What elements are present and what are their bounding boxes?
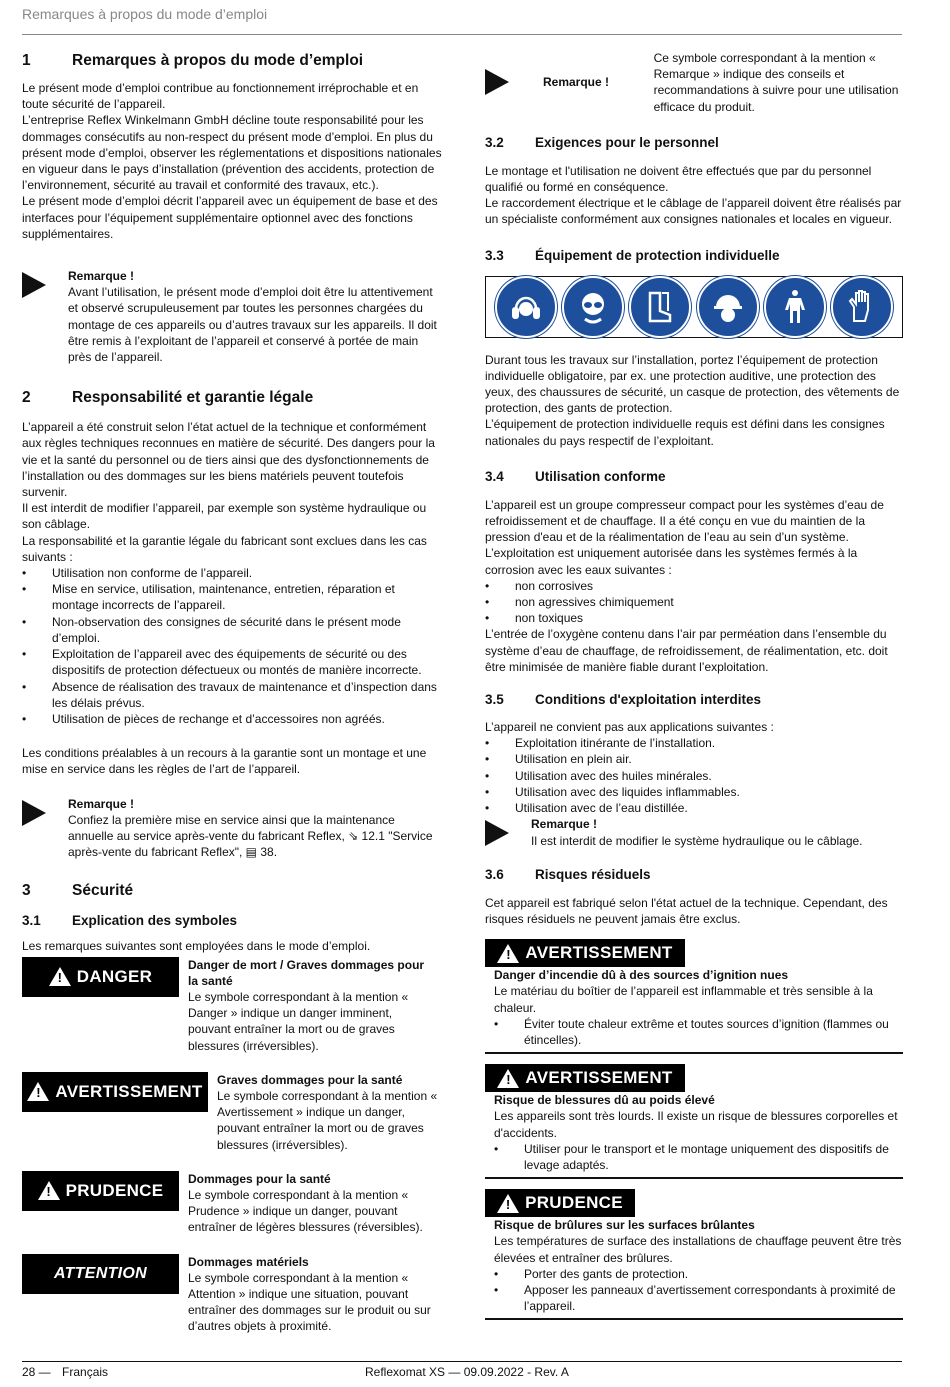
caution-badge: ! PRUDENCE	[22, 1171, 179, 1211]
protective-gloves-icon	[831, 276, 893, 338]
section-number: 3.1	[22, 912, 41, 928]
remark-title: Remarque !	[68, 269, 135, 284]
section-3-heading	[22, 880, 442, 902]
symbol-text: Le symbole correspondant à la mention « Danger » indique un danger imminent, pouvant entraîner la mort ou de graves blessures (irréversibles).	[188, 989, 409, 1053]
section-number: 1	[22, 52, 31, 69]
footer-page	[22, 1365, 108, 1379]
symbol-title: Graves dommages pour la santé	[217, 1072, 403, 1087]
warning-box-weight	[485, 1064, 903, 1179]
warning-badge: ! AVERTISSEMENT	[485, 939, 685, 967]
symbol-warning	[22, 1072, 442, 1153]
remark-text: Il est interdit de modifier le système hydraulique ou le câblage.	[531, 833, 863, 848]
list-item: • Mise en service, utilisation, maintenance, entretien, réparation et montage incorrects de l’appareil.	[22, 582, 395, 613]
remark-note	[22, 796, 442, 861]
footer-language: Français	[62, 1365, 109, 1379]
section-3-5-heading	[485, 689, 903, 709]
paragraph: Il est interdit de modifier l’appareil, par exemple son système hydraulique ou son câblage.	[22, 501, 427, 532]
paragraph: Durant tous les travaux sur l’installation, portez l’équipement de protection individuelle obligatoire, par ex. une protection auditive, une protection des yeux, des chaussures de sécurité, un casque de protection, des vêtements de protection, des gants de protection.	[485, 352, 900, 416]
symbol-danger	[22, 957, 442, 1054]
running-header: Remarques à propos du mode d’emploi	[22, 6, 268, 22]
paragraph: Le présent mode d’emploi contribue au fonctionnement irréprochable et en toute sécurité de l’appareil.	[22, 81, 419, 112]
section-3-3-heading	[485, 246, 903, 266]
paragraph: Les remarques suivantes sont employées dans le mode d’emploi.	[22, 939, 371, 954]
warning-triangle-icon: !	[38, 1181, 60, 1200]
warning-badge: ! AVERTISSEMENT	[22, 1072, 208, 1112]
paragraph: Cet appareil est fabriqué selon l'état actuel de la technique. Cependant, des risques résiduels ne peuvent jamais être exclus.	[485, 895, 888, 926]
list-item: • Utilisation de pièces de rechange et d’accessoires non agréés.	[22, 711, 385, 726]
list-item: • Porter des gants de protection.	[494, 1266, 689, 1281]
section-number: 2	[22, 389, 31, 407]
paragraph: Le montage et l'utilisation ne doivent être effectués que par du personnel qualifié ou formé en conséquence.	[485, 163, 872, 195]
paragraph: La responsabilité et la garantie légale du fabricant sont exclues dans les cas suivants :	[22, 533, 427, 564]
list-item: • Utiliser pour le transport et le montage uniquement des dispositifs de levage adaptés.	[494, 1141, 889, 1172]
section-3-4-heading	[485, 467, 903, 487]
footer-doc: Reflexomat XS — 09.09.2022 - Rev. A	[365, 1365, 569, 1379]
list-item: • Non-observation des consignes de sécurité dans le présent mode d’emploi.	[22, 614, 401, 645]
section-3-2-heading	[485, 133, 903, 153]
section-number: 3.5	[485, 691, 504, 707]
paragraph: L’appareil ne convient pas aux applications suivantes :	[485, 720, 774, 735]
remark-arrow-icon	[485, 820, 509, 846]
warning-badge: ! AVERTISSEMENT	[485, 1064, 685, 1092]
symbol-text: Le symbole correspondant à la mention « Avertissement » indique un danger, pouvant entraîner la mort ou de graves blessures (irréversibles).	[217, 1088, 438, 1152]
warning-triangle-icon: !	[497, 1069, 519, 1088]
caution-badge: ! PRUDENCE	[485, 1189, 635, 1217]
list-item: • Absence de réalisation des travaux de maintenance et d’inspection dans les délais prévus.	[22, 679, 437, 710]
symbol-remark	[485, 50, 903, 115]
warning-triangle-icon: !	[497, 944, 519, 963]
warning-text: Les températures de surface des installations de chauffage peuvent être très élevées et entraîner des brûlures.	[494, 1234, 902, 1265]
prohibited-conditions-list	[485, 735, 903, 816]
section-3-1-heading	[22, 910, 442, 930]
section-3-6-heading	[485, 865, 903, 885]
left-column	[22, 50, 442, 1335]
caution-box-burns	[485, 1189, 903, 1320]
warning-triangle-icon: !	[27, 1082, 49, 1101]
paragraph: L’entreprise Reflex Winkelmann GmbH décline toute responsabilité pour les dommages consécutifs au non-respect du présent mode d’emploi. En plus du présent mode d’emploi, observer les réglementations et dispositions nationales en vigueur dans le pays d’installation (prévention des accidents, protection de l’environnement, sécurité au travail et conformité des travaux, etc.).	[22, 113, 442, 193]
paragraph: Le présent mode d’emploi décrit l’appareil avec un équipement de base et des interfaces pour l’équipement supplémentaire optionnel avec des fonctions supplémentaires.	[22, 194, 438, 241]
ear-protection-icon	[495, 276, 557, 338]
paragraph: Le raccordement électrique et le câblage de l’appareil doivent être réalisés par un spécialiste conformément aux consignes nationales et locales en vigueur.	[485, 196, 902, 227]
warning-actions	[494, 1141, 903, 1173]
warning-text: Les appareils sont très lourds. Il existe un risque de blessures corporelles et d'accidents.	[494, 1109, 898, 1140]
remark-note	[22, 268, 442, 365]
list-item: • Utilisation en plein air.	[485, 752, 632, 767]
list-item: • Exploitation itinérante de l’installation.	[485, 736, 716, 751]
section-number: 3.2	[485, 135, 504, 151]
ppe-icon-strip	[485, 276, 903, 338]
section-title: Responsabilité et garantie légale	[72, 389, 314, 407]
remark-text: Confiez la première mise en service ainsi que la maintenance annuelle au service après-vente du fabricant Reflex, ⇘ 12.1 "Service après-vente du fabricant Reflex", ▤ 38.	[68, 812, 433, 860]
symbol-attention	[22, 1254, 442, 1335]
section-title: Explication des symboles	[72, 912, 238, 928]
section-title: Équipement de protection individuelle	[535, 248, 780, 264]
exclusion-list	[22, 565, 442, 727]
section-title: Risques résiduels	[535, 867, 651, 883]
remark-label: Remarque !	[543, 75, 610, 90]
warning-triangle-icon: !	[49, 967, 71, 986]
section-title: Sécurité	[72, 882, 134, 900]
section-title: Conditions d'exploitation interdites	[535, 691, 761, 707]
warning-title: Risque de brûlures sur les surfaces brûlantes	[494, 1218, 755, 1233]
list-item: • Exploitation de l’appareil avec des équipements de sécurité ou des dispositifs de protection défectueux ou montés de manière incorrecte.	[22, 647, 422, 678]
section-2-heading	[22, 387, 442, 409]
eye-protection-icon	[562, 276, 624, 338]
symbol-text: Ce symbole correspondant à la mention « Remarque » indique des conseils et recommandations à suivre pour une utilisation efficace du produit.	[653, 51, 899, 114]
list-item: • non toxiques	[485, 611, 584, 626]
warning-title: Risque de blessures dû au poids élevé	[494, 1093, 715, 1108]
list-item: • Éviter toute chaleur extrême et toutes sources d’ignition (flammes ou étincelles).	[494, 1016, 889, 1047]
symbol-title: Dommages matériels	[188, 1254, 309, 1269]
symbol-title: Dommages pour la santé	[188, 1171, 331, 1186]
symbol-title: Danger de mort / Graves dommages pour la santé	[188, 957, 425, 988]
warning-box-fire	[485, 939, 903, 1054]
warning-actions	[494, 1016, 903, 1048]
paragraph: Les conditions préalables à un recours à la garantie sont un montage et une mise en service dans les règles de l’art de l’appareil.	[22, 746, 427, 777]
remark-note	[485, 816, 903, 848]
remark-text: Avant l’utilisation, le présent mode d’emploi doit être lu attentivement et observé scrupuleusement par toutes les personnes chargées du montage de ces appareils ou d’autres travaux sur les appareils. Il doit être remis à l’exploitant de l’appareil et conservé à portée de main près de l’appareil.	[68, 285, 437, 365]
list-item: • non agressives chimiquement	[485, 595, 674, 610]
warning-triangle-icon: !	[497, 1194, 519, 1213]
page-number: 28 —	[22, 1365, 51, 1379]
section-title: Exigences pour le personnel	[535, 135, 719, 151]
header-rule	[22, 34, 902, 35]
safety-boots-icon	[629, 276, 691, 338]
symbol-text: Le symbole correspondant à la mention « Attention » indique une situation, pouvant entraîner des dommages sur le produit ou sur d’autres objets à proximité.	[188, 1270, 431, 1334]
remark-arrow-icon	[22, 272, 46, 298]
paragraph: L’entrée de l’oxygène contenu dans l’air par perméation dans l’ensemble du système d’eau de chauffage, de refroidissement, de réalimentation, etc. doit être minimisée de manière fiable durant l’exploitation.	[485, 627, 888, 674]
warning-text: Le matériau du boîtier de l’appareil est inflammable et très sensible à la chaleur.	[494, 984, 873, 1015]
paragraph: L’appareil a été construit selon l’état actuel de la technique et conformément aux règles techniques reconnues en matière de sécurité. Des dangers pour la vie et la santé du personnel ou de tiers ainsi que des dysfonctionnements de l’installation ou des dommages sur les biens matériels peuvent toutefois survenir.	[22, 420, 435, 500]
water-types-list	[485, 578, 903, 627]
remark-arrow-icon	[22, 800, 46, 826]
section-number: 3	[22, 882, 31, 900]
symbol-caution	[22, 1171, 442, 1236]
section-title: Remarques à propos du mode d’emploi	[72, 52, 364, 69]
right-column	[485, 50, 903, 1320]
section-title: Utilisation conforme	[535, 469, 666, 485]
symbol-text: Le symbole correspondant à la mention « Prudence » indique un danger, pouvant entraîner de légères blessures (réversibles).	[188, 1187, 423, 1235]
safety-helmet-icon	[697, 276, 759, 338]
list-item: • Utilisation non conforme de l’appareil.	[22, 566, 253, 581]
remark-title: Remarque !	[531, 817, 598, 832]
paragraph: L’appareil est un groupe compresseur compact pour les systèmes d’eau de refroidissement et de chauffage. Il a été conçu en vue du maintien de la pression d'eau et de la réalimentation de l’eau au sein d’un système. L’exploitation est uniquement autorisée dans les systèmes fermés à la corrosion avec les eaux suivantes :	[485, 497, 884, 577]
footer-rule	[22, 1361, 902, 1362]
warning-title: Danger d’incendie dû à des sources d’ignition nues	[494, 968, 789, 983]
list-item: • Apposer les panneaux d’avertissement correspondants à proximité de l’appareil.	[494, 1282, 896, 1314]
remark-arrow-icon	[485, 69, 509, 95]
attention-badge: ATTENTION	[22, 1254, 179, 1294]
warning-actions	[494, 1266, 903, 1315]
list-item: • Utilisation avec des liquides inflammables.	[485, 784, 740, 799]
section-1-heading	[22, 50, 442, 72]
list-item: • non corrosives	[485, 578, 594, 593]
danger-badge: ! DANGER	[22, 957, 179, 997]
section-number: 3.3	[485, 248, 504, 264]
section-number: 3.6	[485, 867, 504, 883]
list-item: • Utilisation avec des huiles minérales.	[485, 768, 712, 783]
paragraph: L’équipement de protection individuelle requis est défini dans les consignes nationales du pays respectif de l’exploitant.	[485, 417, 885, 448]
remark-title: Remarque !	[68, 796, 135, 811]
protective-clothing-icon	[764, 276, 826, 338]
section-number: 3.4	[485, 469, 504, 485]
list-item: • Utilisation avec de l’eau distillée.	[485, 801, 688, 816]
